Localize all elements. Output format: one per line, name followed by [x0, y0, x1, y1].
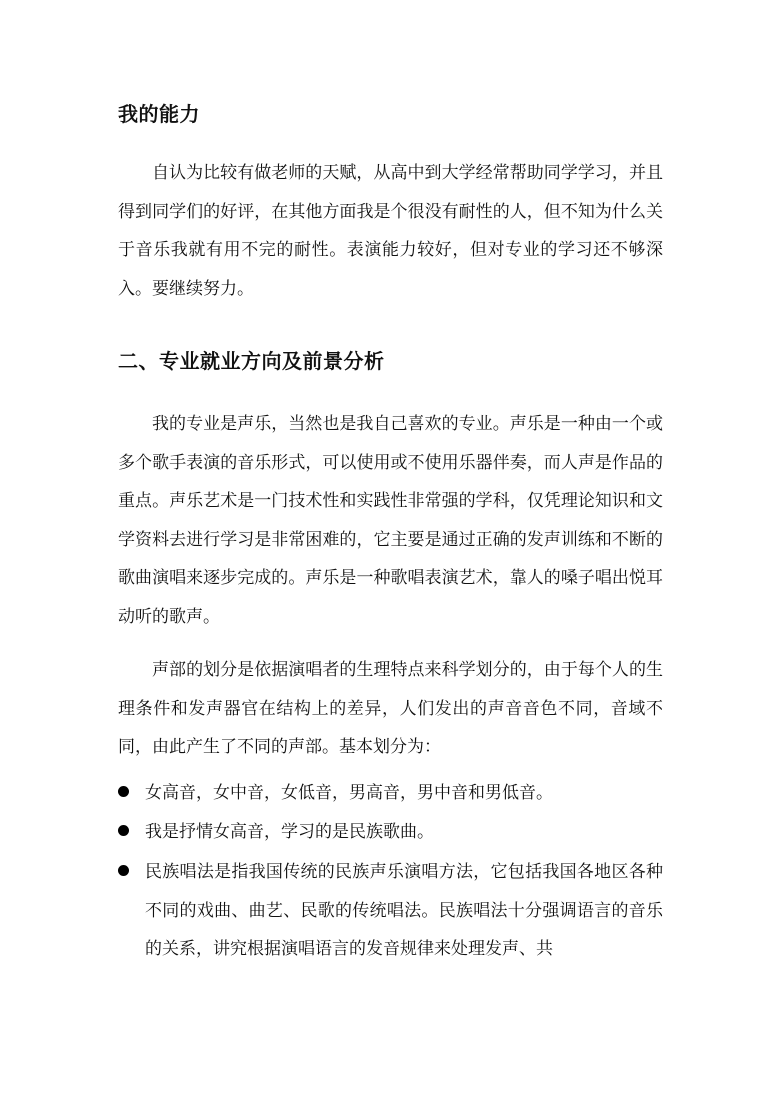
ability-paragraph: 自认为比较有做老师的天赋，从高中到大学经常帮助同学学习，并且得到同学们的好评，在其他方面我是个很没有耐性的人，但不知为什么关于音乐我就有用不完的耐性。表演能力较好，但对专业的学习还不够深入。要继续努力。 — [118, 163, 663, 299]
bullet-dot-icon — [118, 865, 129, 876]
list-item — [118, 813, 663, 852]
list-item — [118, 853, 663, 969]
career-paragraph-1: 我的专业是声乐，当然也是我自己喜欢的专业。声乐是一种由一个或多个歌手表演的音乐形式，可以使用或不使用乐器伴奏，而人声是作品的重点。声乐艺术是一门技术性和实践性非常强的学科，仅凭理论知识和文学资料去进行学习是非常困难的，它主要是通过正确的发声训练和不断的歌曲演唱来逐步完成的。声乐是一种歌唱表演艺术，靠人的嗓子唱出悦耳动听的歌声。 — [118, 414, 663, 627]
section-heading-career: 二、专业就业方向及前景分析 — [118, 349, 385, 373]
bullet-dot-icon — [118, 825, 129, 836]
list-item-text: 我是抒情女高音，学习的是民族歌曲。 — [145, 822, 434, 842]
list-item-text: 民族唱法是指我国传统的民族声乐演唱方法，它包括我国各地区各种不同的戏曲、曲艺、民歌的传统唱法。民族唱法十分强调语言的音乐的关系，讲究根据演唱语言的发音规律来处理发声、共 — [145, 862, 663, 959]
list-item — [118, 774, 663, 813]
bullet-dot-icon — [118, 786, 129, 797]
list-item-text: 女高音，女中音，女低音，男高音，男中音和男低音。 — [145, 783, 553, 803]
section-heading-ability: 我的能力 — [118, 102, 200, 126]
career-paragraph-2: 声部的划分是依据演唱者的生理特点来科学划分的，由于每个人的生理条件和发声器官在结构上的差异，人们发出的声音音色不同，音域不同，由此产生了不同的声部。基本划分为： — [118, 660, 663, 757]
